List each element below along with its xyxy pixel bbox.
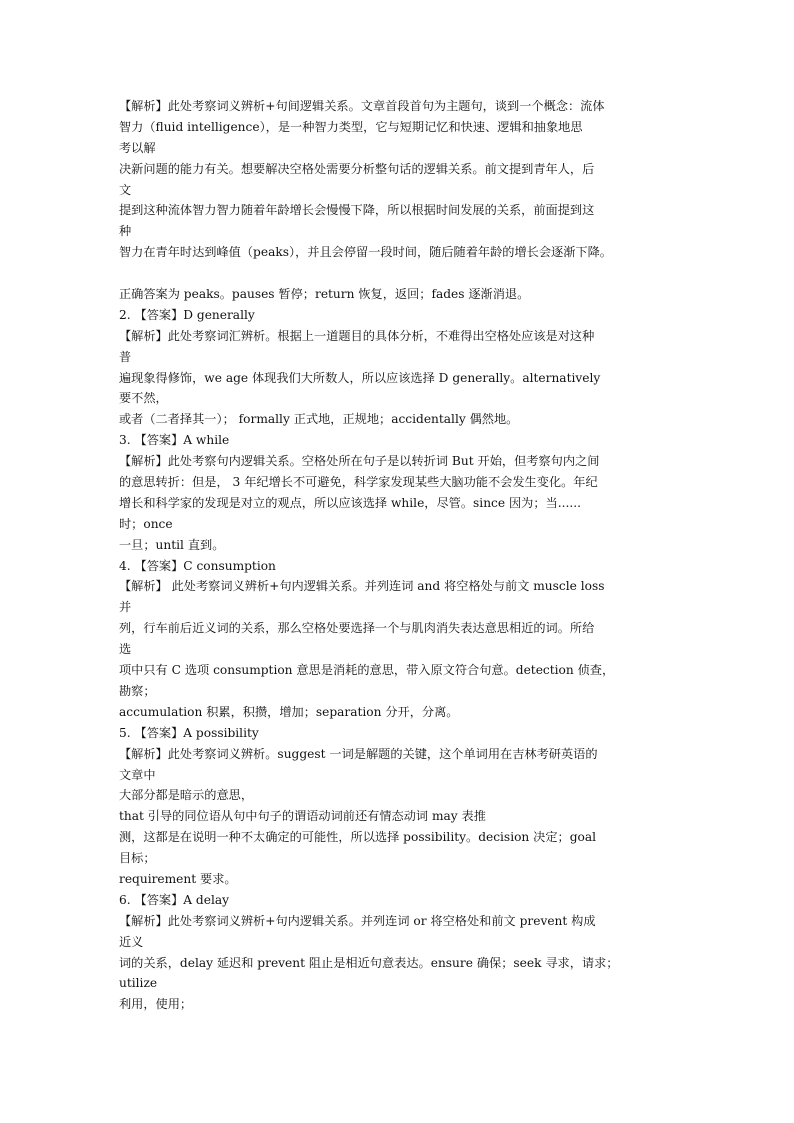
text-line: 利用，使用； <box>119 997 193 1012</box>
text-line: 决新问题的能力有关。想要解决空格处需要分析整句话的逻辑关系。前文提到青年人，后 <box>119 161 595 176</box>
text-line: 测，这都是在说明一种不太确定的可能性，所以选择 possibility。decision 决定；goal <box>119 830 597 845</box>
text-line: 或者（二者择其一）； formally 正式地，正规地；accidentally 偶然地。 <box>119 412 519 427</box>
text-line: 文章中 <box>119 767 156 782</box>
text-line: 大部分都是暗示的意思， <box>119 788 254 803</box>
answer-heading: 4. 【答案】C consumption <box>119 558 276 573</box>
text-line: 增长和科学家的发现是对立的观点，所以应该选择 while，尽管。since 因为；当...... <box>119 495 581 510</box>
text-line: 智力在青年时达到峰值（peaks），并且会停留一段时间，随后随着年龄的增长会逐渐下降。 <box>119 245 612 260</box>
text-line: 文 <box>119 182 132 197</box>
text-line: 项中只有 C 选项 consumption 意思是消耗的意思，带入原文符合句意。detection 侦查， <box>119 663 615 678</box>
text-line: utilize <box>119 976 158 991</box>
text-line: 时；once <box>119 516 173 531</box>
text-line: 选 <box>119 642 132 657</box>
text-line: 勘察； <box>119 683 156 698</box>
text-line: that 引导的同位语从句中句子的谓语动词前还有情态动词 may 表推 <box>119 809 486 824</box>
answer-heading: 3. 【答案】A while <box>119 433 230 448</box>
text-line: 列，行车前后近义词的关系，那么空格处要选择一个与肌肉消失表达意思相近的词。所给 <box>119 621 595 636</box>
text-line: accumulation 积累，积攒，增加；separation 分开，分离。 <box>119 704 459 719</box>
document-body <box>119 96 685 1015</box>
text-line: 并 <box>119 600 132 615</box>
text-line: 遍现象得修饰，we age 体现我们大所数人，所以应该选择 D generally。alternatively <box>119 370 601 385</box>
text-line: 近义 <box>119 934 144 949</box>
text-line: 目标； <box>119 851 156 866</box>
text-line: requirement 要求。 <box>119 871 237 886</box>
text-line: 词的关系，delay 延迟和 prevent 阻止是相近句意表达。ensure 确保；seek 寻求，请求； <box>119 955 619 970</box>
text-line: 考以解 <box>119 140 156 155</box>
text-line: 正确答案为 peaks。pauses 暂停；return 恢复，返回；fades 逐渐消退。 <box>119 287 530 302</box>
text-line: 要不然， <box>119 391 168 406</box>
text-line: 一旦；until 直到。 <box>119 537 225 552</box>
blank-line <box>119 263 685 284</box>
text-line: 提到这种流体智力智力随着年龄增长会慢慢下降，所以根据时间发展的关系，前面提到这 <box>119 203 595 218</box>
text-line: 智力（fluid intelligence），是一种智力类型，它与短期记忆和快速、逻辑和抽象地思 <box>119 119 583 134</box>
text-line: 【解析】此处考察词义辨析+句内逻辑关系。并列连词 or 将空格处和前文 prevent 构成 <box>119 913 596 928</box>
text-line: 【解析】此处考察词义辨析。suggest 一词是解题的关键，这个单词用在吉林考研英语的 <box>119 746 598 761</box>
text-line: 【解析】此处考察句内逻辑关系。空格处所在句子是以转折词 But 开始，但考察句内之间 <box>119 454 600 469</box>
text-line: 的意思转折：但是， 3 年纪增长不可避免，科学家发现某些大脑功能不会发生变化。年纪 <box>119 475 598 490</box>
answer-heading: 6. 【答案】A delay <box>119 892 229 907</box>
text-line: 【解析】此处考察词义辨析+句间逻辑关系。文章首段首句为主题句，谈到一个概念：流体 <box>119 99 605 113</box>
text-line: 【解析】此处考察词汇辨析。根据上一道题目的具体分析，不难得出空格处应该是对这种 <box>119 328 595 343</box>
answer-heading: 2. 【答案】D generally <box>119 307 255 322</box>
text-line: 普 <box>119 349 132 364</box>
answer-heading: 5. 【答案】A possibility <box>119 725 259 740</box>
text-line: 种 <box>119 224 132 239</box>
text-line: 【解析】 此处考察词义辨析+句内逻辑关系。并列连词 and 将空格处与前文 muscle loss <box>119 579 605 594</box>
